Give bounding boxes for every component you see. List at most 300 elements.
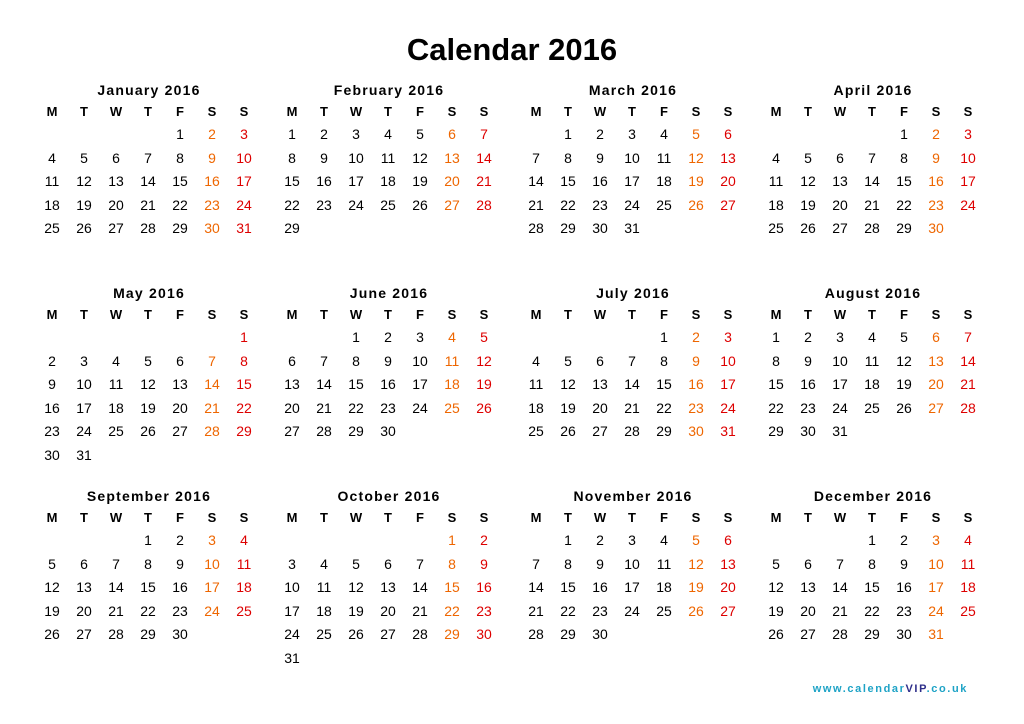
day-cell: 24 <box>204 602 220 619</box>
weekday-header-row <box>760 506 986 529</box>
month-name: December 2016 <box>813 488 933 504</box>
day-cell: 10 <box>204 555 220 572</box>
day-cell: 7 <box>480 126 488 142</box>
day-cell: 22 <box>172 196 188 213</box>
weekday-header: M <box>46 307 58 322</box>
day-cell: 19 <box>412 173 428 189</box>
day-cell: 8 <box>144 555 152 572</box>
day-cell: 30 <box>204 220 220 236</box>
weekday-header: S <box>239 104 249 119</box>
day-cell: 24 <box>348 196 364 213</box>
day-cell <box>468 217 500 241</box>
day-cell: 25 <box>380 196 396 213</box>
day-cell: 13 <box>928 352 944 369</box>
day-cell <box>760 123 792 147</box>
day-cell: 2 <box>900 532 908 548</box>
weekday-header: F <box>176 104 184 119</box>
day-cell: 14 <box>316 376 332 392</box>
day-cell: 11 <box>44 173 60 189</box>
day-cell <box>824 123 856 147</box>
day-cell: 3 <box>240 126 248 142</box>
day-cell: 30 <box>688 423 704 439</box>
day-cell: 11 <box>108 376 124 392</box>
day-cell <box>436 420 468 444</box>
day-cell: 30 <box>476 626 492 642</box>
day-cell <box>164 444 196 468</box>
day-cell: 13 <box>592 376 608 392</box>
day-cell: 1 <box>176 126 184 142</box>
week-row <box>36 444 262 468</box>
month-name: November 2016 <box>573 488 693 504</box>
day-cell: 17 <box>720 376 736 392</box>
day-cell: 8 <box>660 352 668 369</box>
day-cell: 3 <box>288 555 296 572</box>
day-cell <box>520 123 552 147</box>
day-cell: 24 <box>284 626 300 642</box>
day-cell: 18 <box>444 376 460 392</box>
day-cell: 10 <box>832 352 848 369</box>
day-cell: 3 <box>836 329 844 345</box>
day-cell: 2 <box>384 329 392 345</box>
day-cell: 1 <box>144 532 152 548</box>
weekday-header: W <box>593 510 607 525</box>
day-cell: 1 <box>240 329 248 345</box>
day-cell <box>680 217 712 241</box>
day-cell <box>952 420 984 444</box>
day-cell <box>520 529 552 553</box>
week-row <box>276 623 502 647</box>
footer-url[interactable] <box>813 683 968 695</box>
day-cell: 8 <box>868 555 876 572</box>
day-cell: 10 <box>928 555 944 572</box>
week-row <box>520 147 746 171</box>
day-cell: 25 <box>656 602 672 619</box>
day-cell: 29 <box>864 626 880 642</box>
weekday-header: M <box>286 104 298 119</box>
weekday-header: T <box>384 510 392 525</box>
day-cell: 27 <box>928 399 944 416</box>
weekday-header: S <box>447 104 457 119</box>
day-cell: 17 <box>348 173 364 189</box>
day-cell: 3 <box>416 329 424 345</box>
day-cell: 14 <box>864 173 880 189</box>
day-cell: 24 <box>928 602 944 619</box>
week-row <box>36 600 262 624</box>
day-cell: 1 <box>564 532 572 548</box>
weekday-header: T <box>384 104 392 119</box>
day-cell: 18 <box>656 579 672 595</box>
day-cell: 9 <box>932 149 940 166</box>
day-cell: 10 <box>720 352 736 369</box>
day-cell: 9 <box>384 352 392 369</box>
week-row <box>36 553 262 577</box>
day-cell <box>372 647 404 671</box>
day-cell: 17 <box>236 173 252 189</box>
day-cell: 16 <box>172 579 188 595</box>
day-cell: 18 <box>768 196 784 213</box>
day-cell: 15 <box>348 376 364 392</box>
day-cell: 13 <box>284 376 300 392</box>
week-row <box>760 326 986 350</box>
day-cell: 5 <box>352 555 360 572</box>
day-cell: 23 <box>476 602 492 619</box>
weekday-header: S <box>479 510 489 525</box>
weekday-header: W <box>593 104 607 119</box>
day-cell: 25 <box>316 626 332 642</box>
weekday-header: S <box>963 510 973 525</box>
day-cell: 15 <box>656 376 672 392</box>
day-cell: 9 <box>596 149 604 166</box>
month-name: April 2016 <box>833 82 913 98</box>
day-cell: 14 <box>108 579 124 595</box>
day-cell: 31 <box>284 649 300 666</box>
day-cell: 13 <box>380 579 396 595</box>
day-cell <box>436 647 468 671</box>
day-cell: 3 <box>80 352 88 369</box>
day-cell: 19 <box>688 579 704 595</box>
day-cell: 18 <box>864 376 880 392</box>
day-cell: 16 <box>800 376 816 392</box>
day-cell: 1 <box>564 126 572 142</box>
day-cell <box>36 326 68 350</box>
weekday-header: S <box>479 307 489 322</box>
day-cell: 11 <box>236 555 252 572</box>
day-cell: 9 <box>804 352 812 369</box>
day-cell: 6 <box>724 126 732 142</box>
week-row <box>36 147 262 171</box>
week-row <box>276 123 502 147</box>
day-cell: 12 <box>140 376 156 392</box>
week-row <box>520 600 746 624</box>
week-row <box>520 170 746 194</box>
weekday-header: F <box>416 104 424 119</box>
day-cell: 2 <box>320 126 328 142</box>
day-cell: 22 <box>348 399 364 416</box>
day-cell <box>276 529 308 553</box>
day-cell: 7 <box>112 555 120 572</box>
day-cell: 30 <box>380 423 396 439</box>
week-row <box>276 600 502 624</box>
day-cell <box>404 420 436 444</box>
day-cell: 23 <box>316 196 332 213</box>
day-cell: 8 <box>240 352 248 369</box>
weekday-header: W <box>833 104 847 119</box>
day-cell: 10 <box>348 149 364 166</box>
day-cell: 26 <box>800 220 816 236</box>
day-cell: 10 <box>76 376 92 392</box>
day-cell: 11 <box>768 173 784 189</box>
month-block <box>276 283 502 444</box>
day-cell <box>196 444 228 468</box>
day-cell: 25 <box>528 423 544 439</box>
day-cell: 22 <box>560 196 576 213</box>
day-cell: 15 <box>896 173 912 189</box>
day-cell <box>100 123 132 147</box>
day-cell: 14 <box>528 173 544 189</box>
weekday-header: S <box>931 510 941 525</box>
day-cell: 22 <box>444 602 460 619</box>
day-cell: 27 <box>592 423 608 439</box>
day-cell: 1 <box>660 329 668 345</box>
day-cell: 31 <box>624 220 640 236</box>
day-cell: 11 <box>960 555 976 572</box>
day-cell: 21 <box>204 399 220 416</box>
day-cell: 27 <box>380 626 396 642</box>
day-cell: 7 <box>144 149 152 166</box>
day-cell <box>680 623 712 647</box>
day-cell: 31 <box>832 423 848 439</box>
day-cell: 5 <box>80 149 88 166</box>
month-block <box>276 80 502 241</box>
day-cell: 4 <box>448 329 456 345</box>
day-cell: 5 <box>144 352 152 369</box>
day-cell: 7 <box>836 555 844 572</box>
day-cell: 16 <box>316 173 332 189</box>
day-cell <box>308 647 340 671</box>
day-cell: 8 <box>564 555 572 572</box>
day-cell: 27 <box>832 220 848 236</box>
day-cell: 12 <box>348 579 364 595</box>
day-cell: 18 <box>380 173 396 189</box>
day-cell: 26 <box>44 626 60 642</box>
day-cell: 4 <box>532 352 540 369</box>
day-cell: 23 <box>800 399 816 416</box>
footer-url-suffix: .co.uk <box>926 683 968 695</box>
day-cell: 27 <box>284 423 300 439</box>
day-cell: 21 <box>140 196 156 213</box>
day-cell: 21 <box>412 602 428 619</box>
day-cell <box>308 217 340 241</box>
weekday-header: M <box>46 104 58 119</box>
weekday-header-row <box>36 303 262 326</box>
day-cell: 29 <box>172 220 188 236</box>
week-row <box>36 420 262 444</box>
weekday-header: F <box>660 307 668 322</box>
day-cell: 19 <box>800 196 816 213</box>
day-cell: 28 <box>864 220 880 236</box>
day-cell: 24 <box>76 423 92 439</box>
day-cell: 6 <box>836 149 844 166</box>
day-cell: 9 <box>320 149 328 166</box>
day-cell: 25 <box>44 220 60 236</box>
day-cell: 24 <box>720 399 736 416</box>
weekday-header: F <box>176 510 184 525</box>
weekday-header: W <box>349 104 363 119</box>
weekday-header: T <box>628 307 636 322</box>
week-row <box>276 553 502 577</box>
day-cell: 7 <box>964 329 972 345</box>
day-cell: 29 <box>560 220 576 236</box>
week-row <box>760 170 986 194</box>
week-row <box>520 373 746 397</box>
day-cell <box>404 647 436 671</box>
day-cell: 9 <box>48 376 56 392</box>
day-cell: 24 <box>624 196 640 213</box>
day-cell: 17 <box>928 579 944 595</box>
day-cell: 26 <box>76 220 92 236</box>
weekday-header: T <box>804 104 812 119</box>
day-cell: 28 <box>832 626 848 642</box>
weekday-header: T <box>320 307 328 322</box>
weekday-header: W <box>109 104 123 119</box>
day-cell: 7 <box>628 352 636 369</box>
month-name: June 2016 <box>349 285 429 301</box>
day-cell: 8 <box>176 149 184 166</box>
month-block <box>36 283 262 467</box>
day-cell: 30 <box>928 220 944 236</box>
day-cell: 7 <box>532 149 540 166</box>
weekday-header: S <box>691 307 701 322</box>
weekday-header: S <box>207 307 217 322</box>
day-cell: 3 <box>208 532 216 548</box>
weekday-header: T <box>628 104 636 119</box>
day-cell <box>404 217 436 241</box>
week-row <box>276 326 502 350</box>
day-cell: 29 <box>896 220 912 236</box>
week-row <box>36 217 262 241</box>
week-row <box>520 420 746 444</box>
day-cell <box>100 444 132 468</box>
day-cell <box>952 623 984 647</box>
day-cell <box>100 326 132 350</box>
day-cell <box>340 647 372 671</box>
day-cell: 29 <box>560 626 576 642</box>
day-cell <box>760 529 792 553</box>
day-cell: 26 <box>896 399 912 416</box>
day-cell: 18 <box>656 173 672 189</box>
day-cell: 23 <box>172 602 188 619</box>
day-cell: 11 <box>864 352 880 369</box>
weekday-header: W <box>833 307 847 322</box>
day-cell: 26 <box>348 626 364 642</box>
weekday-header: S <box>691 510 701 525</box>
day-cell: 19 <box>688 173 704 189</box>
day-cell: 5 <box>564 352 572 369</box>
day-cell: 21 <box>108 602 124 619</box>
weekday-header: F <box>900 307 908 322</box>
day-cell: 27 <box>108 220 124 236</box>
day-cell: 14 <box>528 579 544 595</box>
week-row <box>36 373 262 397</box>
day-cell: 22 <box>284 196 300 213</box>
weekday-header: S <box>723 510 733 525</box>
day-cell <box>132 444 164 468</box>
weekday-header-row <box>520 303 746 326</box>
day-cell: 19 <box>896 376 912 392</box>
day-cell: 18 <box>528 399 544 416</box>
day-cell: 20 <box>76 602 92 619</box>
weekday-header-row <box>36 506 262 529</box>
day-cell: 15 <box>172 173 188 189</box>
weekday-header: S <box>207 510 217 525</box>
day-cell <box>856 420 888 444</box>
day-cell <box>68 123 100 147</box>
day-cell: 23 <box>204 196 220 213</box>
day-cell <box>340 529 372 553</box>
day-cell: 27 <box>720 196 736 213</box>
day-cell: 11 <box>444 352 460 369</box>
day-cell: 21 <box>476 173 492 189</box>
day-cell: 6 <box>932 329 940 345</box>
day-cell: 3 <box>628 126 636 142</box>
month-name: October 2016 <box>337 488 441 504</box>
day-cell: 29 <box>140 626 156 642</box>
day-cell: 24 <box>832 399 848 416</box>
day-cell: 28 <box>528 220 544 236</box>
day-cell: 3 <box>352 126 360 142</box>
weekday-header: S <box>931 104 941 119</box>
weekday-header: T <box>144 307 152 322</box>
week-row <box>276 576 502 600</box>
day-cell: 31 <box>236 220 252 236</box>
weekday-header-row <box>36 100 262 123</box>
week-row <box>760 217 986 241</box>
day-cell: 31 <box>720 423 736 439</box>
day-cell: 14 <box>624 376 640 392</box>
day-cell: 6 <box>80 555 88 572</box>
week-row <box>36 170 262 194</box>
day-cell: 26 <box>560 423 576 439</box>
week-row <box>276 397 502 421</box>
day-cell: 31 <box>928 626 944 642</box>
day-cell: 1 <box>448 532 456 548</box>
day-cell: 12 <box>412 149 428 166</box>
weekday-header-row <box>520 100 746 123</box>
weekday-header: W <box>109 510 123 525</box>
day-cell: 26 <box>140 423 156 439</box>
day-cell: 7 <box>208 352 216 369</box>
day-cell <box>616 623 648 647</box>
day-cell: 26 <box>768 626 784 642</box>
weekday-header: F <box>176 307 184 322</box>
day-cell <box>952 217 984 241</box>
day-cell: 16 <box>476 579 492 595</box>
week-row <box>276 217 502 241</box>
month-name: May 2016 <box>113 285 185 301</box>
day-cell: 12 <box>44 579 60 595</box>
day-cell: 2 <box>596 532 604 548</box>
day-cell <box>856 123 888 147</box>
day-cell <box>792 123 824 147</box>
day-cell: 1 <box>288 126 296 142</box>
day-cell: 12 <box>688 555 704 572</box>
week-row <box>276 170 502 194</box>
weekday-header: T <box>144 510 152 525</box>
day-cell: 20 <box>592 399 608 416</box>
day-cell: 2 <box>208 126 216 142</box>
day-cell <box>468 647 500 671</box>
day-cell: 14 <box>140 173 156 189</box>
day-cell: 23 <box>592 602 608 619</box>
weekday-header: W <box>109 307 123 322</box>
day-cell: 23 <box>928 196 944 213</box>
day-cell: 18 <box>108 399 124 416</box>
day-cell: 13 <box>832 173 848 189</box>
day-cell: 1 <box>352 329 360 345</box>
month-block <box>520 283 746 444</box>
weekday-header: M <box>770 307 782 322</box>
month-name: March 2016 <box>588 82 678 98</box>
day-cell: 8 <box>564 149 572 166</box>
day-cell: 5 <box>416 126 424 142</box>
day-cell: 7 <box>532 555 540 572</box>
day-cell: 12 <box>768 579 784 595</box>
week-row <box>760 576 986 600</box>
week-row <box>36 397 262 421</box>
day-cell: 12 <box>688 149 704 166</box>
week-row <box>36 576 262 600</box>
day-cell: 18 <box>960 579 976 595</box>
